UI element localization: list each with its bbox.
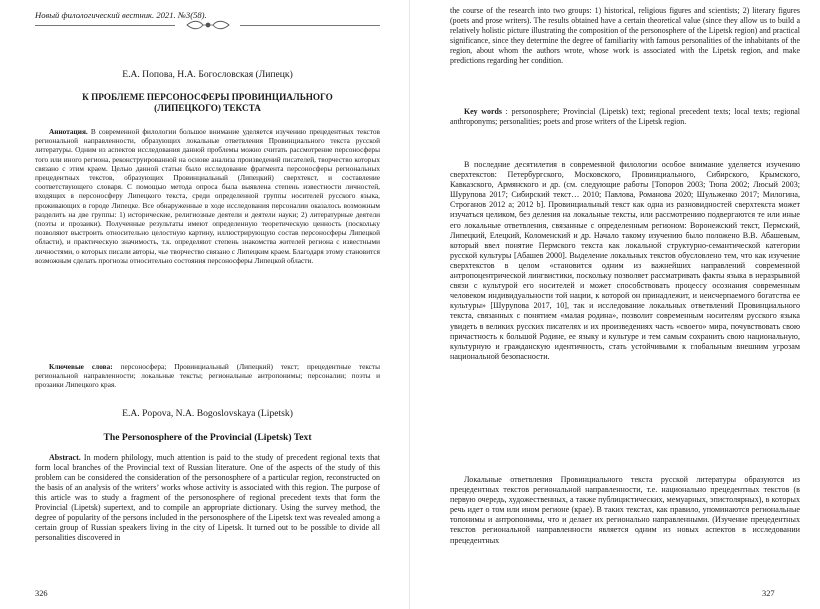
article-title-en: The Personosphere of the Provincial (Lipetsk) Text <box>103 432 312 443</box>
title-ru-line2: (ЛИПЕЦКОГО) ТЕКСТА <box>154 103 261 113</box>
abstract-en-text: In modern philology, much attention is paid to the study of precedent regional texts that form local branches of the Provincial text of Russian literature. One of the aspects of the study of this problem can be considered the consideration of the personosphere of a particular region, reconstructed on the basis of an analysis of the writers’ works whose activity is associated with this region. The purpose of this article was to study a fragment of the personosphere of regional precedent texts that form the Provincial (Lipetsk) supertext, and to compile an appropriate dictionary. Using the survey method, the degree of popularity of the persons included in the personosphere of the Lipetsk text was revealed among a certain group of Russian speakers living in the city of Lipetsk. It turned out to be possible to divide all personalities discovered in <box>35 453 381 542</box>
title-ru-line1: К ПРОБЛЕМЕ ПЕРСОНОСФЕРЫ ПРОВИНЦИАЛЬНОГО <box>82 92 333 102</box>
keywords-ru-text: персоносфера; Провинциальный (Липецкий) текст; прецедентные тексты региональной направленности; локальные тексты; региональные антропонимы; персоналии; поэты и прозаики Липецкого края. <box>35 362 381 390</box>
keywords-label-en: Key words <box>464 107 502 116</box>
keywords-ru <box>35 362 380 390</box>
page-number-left: 326 <box>35 589 48 598</box>
body-paragraph-2: Локальные ответвления Провинциального текста русской литературы образуются из прецедентных текстов региональной направленности, т.е. национально прецедентных текстов (в первую очередь, художественных, а также публицистических, мемуарных, эпистолярных), в которых речь идет о том или ином регионе (крае). В таких текстах, как правило, упоминаются региональные топонимы и антропонимы, что и делает их регионально направленными. (Изучение прецедентных текстов региональной направленности является одним из новых аспектов в исследовании прецедентных <box>450 475 800 545</box>
keywords-label-ru: Ключевые слова: <box>49 362 113 371</box>
keywords-en <box>450 107 800 127</box>
page-number-right: 327 <box>762 589 775 598</box>
running-header: Новый филологический вестник. 2021. №3(58). <box>35 10 207 20</box>
authors-ru: Е.А. Попова, Н.А. Богословская (Липецк) <box>122 69 293 80</box>
abstract-ru <box>35 127 380 265</box>
body-paragraph-1: В последние десятилетия в современной филологии особое внимание уделяется изучению сверхтекстов: Петербургского, Московского, Провинциального, Сибирского, Крымского, Кавказского, Армянского и др. (см. следующие работы [Топоров 2003; Тюпа 2002; Люсый 2003; Шурупова 2017; Сибирский текст… 2010; Павлова, Романова 2020; Шульженко 2017; Милогина, Строганов 2012 а; 2012 b]. Провинциальный текст как одна из разновидностей сверхтекста может изучаться целиком, без деления на локальные тексты, или рассмотрению подвергаются те или иные его локальные ответвления, связанные с определенным регионом: Воронежский текст, Пермский, Липецкий, Елецкий, Коломенский и др. Начало такому изучению было положено В.В. Абашевым, который ввел понятие Пермского текста как локальной структурно-семантической категории русской культуры [Абашев 2000]. Выделение локальных текстов обусловлено тем, что как изучение сверхтекстов в целом «становится одним из важнейших направлений современной антропоцентрической лингвистики, поскольку позволяет рассматривать факты языка в неразрывной связи с культурой его носителей и может способствовать процессу осознания современным человеком индивидуальности той нации, к которой он принадлежит, и неисчерпаемого богатства ее культуры» [Шурупова 2017, 10], так и исследование локальных ответвлений Провинциального текста, связанных с понятием «малая родина», позволит современным носителям русского языка увидеть в великих русских писателях и их произведениях часть «своего» мира, почувствовать свою причастность к большой Родине, ее языку и культуре и тем самым сохранить свою национальную, культурную и гражданскую идентичность, стать устойчивыми к глобальным внешним угрозам национальной безопасности. <box>450 160 800 361</box>
abstract-ru-text: В современной филологии большое внимание уделяется изучению прецедентных текстов региональной направленности, образующих локальные ответвления Провинциального текста русской литературы. Одним из аспектов исследования данной проблемы можно считать рассмотрение персоносферы того или иного региона, реконструированной на основе анализа произведений писателей, творчество которых связано с этим краем. Целью данной статьи было исследование фрагмента персоносферы региональных прецедентных текстов, образующих Провинциальный (Липецкий) сверхтекст, и составление соответствующего словаря. С помощью метода опроса была выявлена степень известности личностей, входящих в персоносферу Липецкого текста, среди определенной группы носителей русского языка, проживающих в городе Липецке. Все обнаруженные в ходе исследования персоналии оказалось возможным разделить на две группы: 1) исторические, религиозные деятели и деятели науки; 2) литературные деятели (поэты и прозаики). Полученные результаты имеют определенную теоретическую ценность (поскольку позволяют выстроить относительно целостную картину, иллюстрирующую состав персоносферы Липецкой области), и практическую значимость, т.к. определяют степень знакомства жителей региона с известными личностями, о которых писали авторы, чье творчество связано с Липецким краем. Благодаря этому становится возможным сделать прогнозы относительно состояния персоносферы Липецкой области. <box>35 127 380 265</box>
authors-en: E.A. Popova, N.A. Bogoslovskaya (Lipetsk) <box>122 408 293 419</box>
abstract-en-continued: the course of the research into two groups: 1) historical, religious figures and scientists; 2) literary figures (poets and prose writers). The results obtained have a certain theoretical value (since they allow us to build a relatively holistic picture illustrating the composition of the personosphere of the Lipetsk region) and practical significance, since they determine the degree of familiarity with famous personalities of the inhabitants of the region, about whom the authors wrote, whose work is associated with the Lipetsk region, and make predictions regarding her condition. <box>450 6 800 65</box>
right-page <box>410 0 820 609</box>
ornament-flourish-icon <box>185 20 231 30</box>
abstract-label-ru: Аннотация. <box>49 127 88 136</box>
header-ornament <box>35 20 380 30</box>
keywords-en-text: : personosphere; Provincial (Lipetsk) text; regional precedent texts; local texts; regional anthroponyms; personalities; poets and prose writers of the Lipetsk region. <box>450 107 800 126</box>
article-title-ru <box>35 92 380 114</box>
abstract-label-en: Abstract. <box>49 453 81 462</box>
abstract-en <box>35 453 380 543</box>
